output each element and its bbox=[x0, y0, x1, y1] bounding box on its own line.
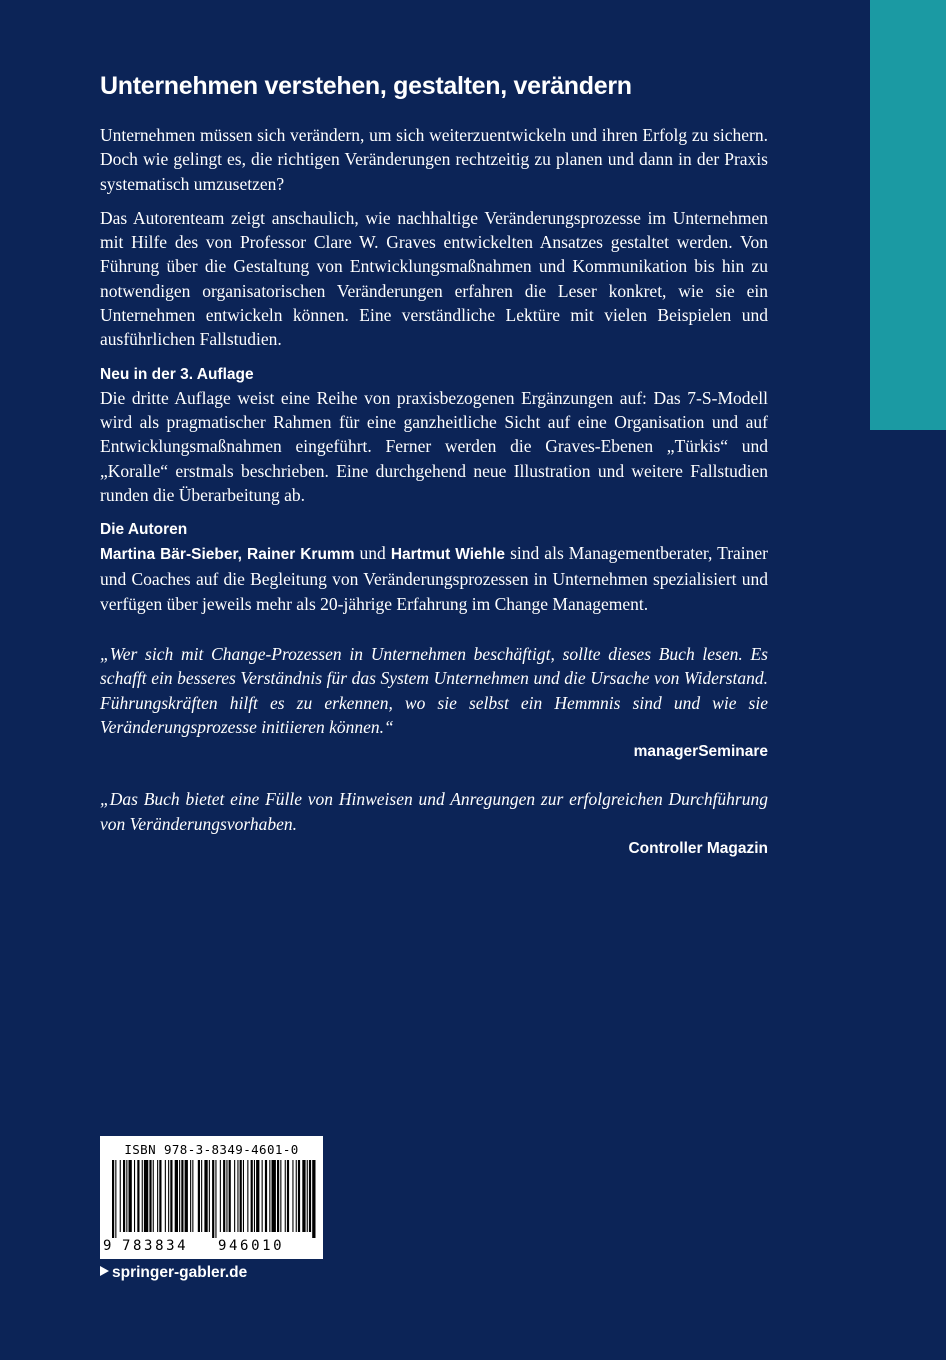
authors-heading: Die Autoren bbox=[100, 521, 188, 539]
barcode-bar bbox=[198, 1160, 200, 1232]
website-text: springer-gabler.de bbox=[112, 1264, 248, 1281]
barcode-bar bbox=[134, 1160, 135, 1232]
barcode-bar bbox=[120, 1160, 121, 1232]
barcode-bar bbox=[312, 1160, 315, 1238]
isbn-barcode bbox=[100, 1136, 323, 1259]
accent-bar bbox=[870, 0, 946, 430]
barcode-bar bbox=[240, 1160, 242, 1232]
barcode-bar bbox=[175, 1160, 178, 1232]
quote-1: „Wer sich mit Change-Prozessen in Unternehmen beschäftigt, sollte dieses Buch lesen. Es schafft ein besseres Verständnis für das System Unternehmen und die Ursache von Widerstand. Führungskräften hilft es zu erkennen, wo sie selbst ein Hemmnis sind und wie sie Veränderungsprozesse initiieren können.“ bbox=[100, 644, 768, 737]
barcode-bar bbox=[296, 1160, 297, 1232]
barcode-digit-lead: 9 bbox=[103, 1238, 112, 1254]
barcode-bar bbox=[237, 1160, 238, 1232]
barcode-digit-group-2: 946010 bbox=[218, 1238, 285, 1254]
author-connector: und bbox=[359, 543, 386, 564]
barcode-bar bbox=[137, 1160, 139, 1232]
barcode-bar bbox=[165, 1160, 166, 1232]
barcode-bar bbox=[170, 1160, 172, 1232]
barcode-bar bbox=[280, 1160, 281, 1232]
barcode-bar bbox=[190, 1160, 191, 1232]
barcode-bar bbox=[223, 1160, 225, 1232]
barcode-bar bbox=[256, 1160, 259, 1232]
barcode-bar bbox=[192, 1160, 193, 1232]
barcode-bar bbox=[212, 1160, 214, 1238]
barcode-bar bbox=[302, 1160, 305, 1232]
barcode-bar bbox=[272, 1160, 276, 1232]
barcode-bar bbox=[204, 1160, 207, 1232]
barcode-bar bbox=[115, 1160, 116, 1238]
author-name-1: Martina Bär-Sieber, bbox=[100, 546, 242, 564]
author-name-3: Hartmut Wiehle bbox=[390, 546, 506, 564]
quote-2-source: Controller Magazin bbox=[628, 839, 768, 857]
barcode-bar bbox=[142, 1160, 143, 1232]
barcode-bar bbox=[168, 1160, 169, 1232]
barcode-digit-group-1: 783834 bbox=[122, 1238, 189, 1254]
barcode-bar bbox=[126, 1160, 127, 1232]
barcode-bar bbox=[201, 1160, 202, 1232]
quote-1-source: managerSeminare bbox=[633, 743, 768, 761]
barcode-bar bbox=[215, 1160, 216, 1238]
barcode-bar bbox=[298, 1160, 300, 1232]
isbn-label: ISBN 978-3-8349-4601-0 bbox=[124, 1142, 299, 1157]
barcode-bar bbox=[129, 1160, 132, 1232]
barcode-bar bbox=[243, 1160, 244, 1232]
authors-text bbox=[100, 541, 768, 616]
barcode-bar bbox=[185, 1160, 188, 1232]
barcode-bar bbox=[209, 1160, 210, 1232]
barcode-graphic bbox=[112, 1160, 317, 1238]
barcode-bar bbox=[269, 1160, 270, 1232]
barcode-bar bbox=[112, 1160, 114, 1238]
barcode-bar bbox=[226, 1160, 227, 1232]
barcode-bar bbox=[277, 1160, 279, 1232]
barcode-bar bbox=[265, 1160, 267, 1232]
barcode-bar bbox=[247, 1160, 248, 1232]
barcode-bar bbox=[181, 1160, 183, 1232]
barcode-bar bbox=[157, 1160, 158, 1232]
barcode-bar bbox=[149, 1160, 151, 1232]
author-name-2: Rainer Krumm bbox=[247, 546, 355, 564]
barcode-bar bbox=[179, 1160, 180, 1232]
barcode-bar bbox=[234, 1160, 235, 1232]
barcode-bar bbox=[229, 1160, 231, 1232]
page-title: Unternehmen verstehen, gestalten, verändern bbox=[100, 72, 632, 100]
barcode-bars bbox=[112, 1160, 317, 1238]
new-edition-heading: Neu in der 3. Auflage bbox=[100, 365, 254, 383]
website-link[interactable] bbox=[100, 1264, 247, 1282]
authors-description: sind als Managementberater, Trainer und Coaches auf die Begleitung von Veränderungsprozessen in Unternehmen spezialisiert und verfügen über jeweils mehr als 20-jährige Erfahrung im Change Management. bbox=[100, 543, 768, 614]
content-column bbox=[100, 72, 768, 858]
barcode-bar bbox=[309, 1160, 311, 1232]
barcode-bar bbox=[144, 1160, 148, 1232]
barcode-bar bbox=[220, 1160, 221, 1232]
barcode-bar bbox=[292, 1160, 293, 1232]
barcode-digits bbox=[100, 1238, 323, 1256]
intro-paragraph-1: Unternehmen müssen sich verändern, um sich weiterzuentwickeln und ihren Erfolg zu sichern. Doch wie gelingt es, die richtigen Veränderungen rechtzeitig zu planen und dann in der Praxis systematisch umzusetzen? bbox=[100, 125, 768, 194]
barcode-bar bbox=[285, 1160, 286, 1232]
barcode-bar bbox=[251, 1160, 253, 1232]
intro-paragraph-2: Das Autorenteam zeigt anschaulich, wie nachhaltige Veränderungsprozesse im Unternehmen mit Hilfe des von Professor Clare W. Graves entwickelten Ansatzes gestaltet werden. Von Führung über die Gestaltung von Entwicklungsmaßnahmen und Kommunikation bis hin zu notwendigen organisatorischen Veränderungen erfahren die Leser konkret, wie sie ein Unternehmen entwickeln können. Eine verständliche Lektüre mit vielen Beispielen und ausführlichen Fallstudien. bbox=[100, 207, 768, 350]
barcode-bar bbox=[159, 1160, 161, 1232]
barcode-bar bbox=[153, 1160, 154, 1232]
barcode-bar bbox=[262, 1160, 263, 1232]
barcode-bar bbox=[307, 1160, 308, 1232]
barcode-bar bbox=[254, 1160, 255, 1232]
barcode-bar bbox=[287, 1160, 289, 1232]
new-edition-text: Die dritte Auflage weist eine Reihe von praxisbezogenen Ergänzungen auf: Das 7-S-Modell wird als pragmatischer Rahmen für eine ganzheitliche Sicht auf eine Organisation und auf Entwicklungsmaßnahmen eingeführt. Ferner werden die Graves-Ebenen „Türkis“ und „Koralle“ erstmals beschrieben. Eine durchgehend neue Illustration und weitere Fallstudien runden die Überarbeitung ab. bbox=[100, 387, 768, 505]
quote-2: „Das Buch bietet eine Fülle von Hinweisen und Anregungen zur erfolgreichen Durchführung von Veränderungsvorhaben. bbox=[100, 789, 768, 834]
arrow-right-icon bbox=[100, 1266, 109, 1276]
barcode-bar bbox=[123, 1160, 125, 1232]
